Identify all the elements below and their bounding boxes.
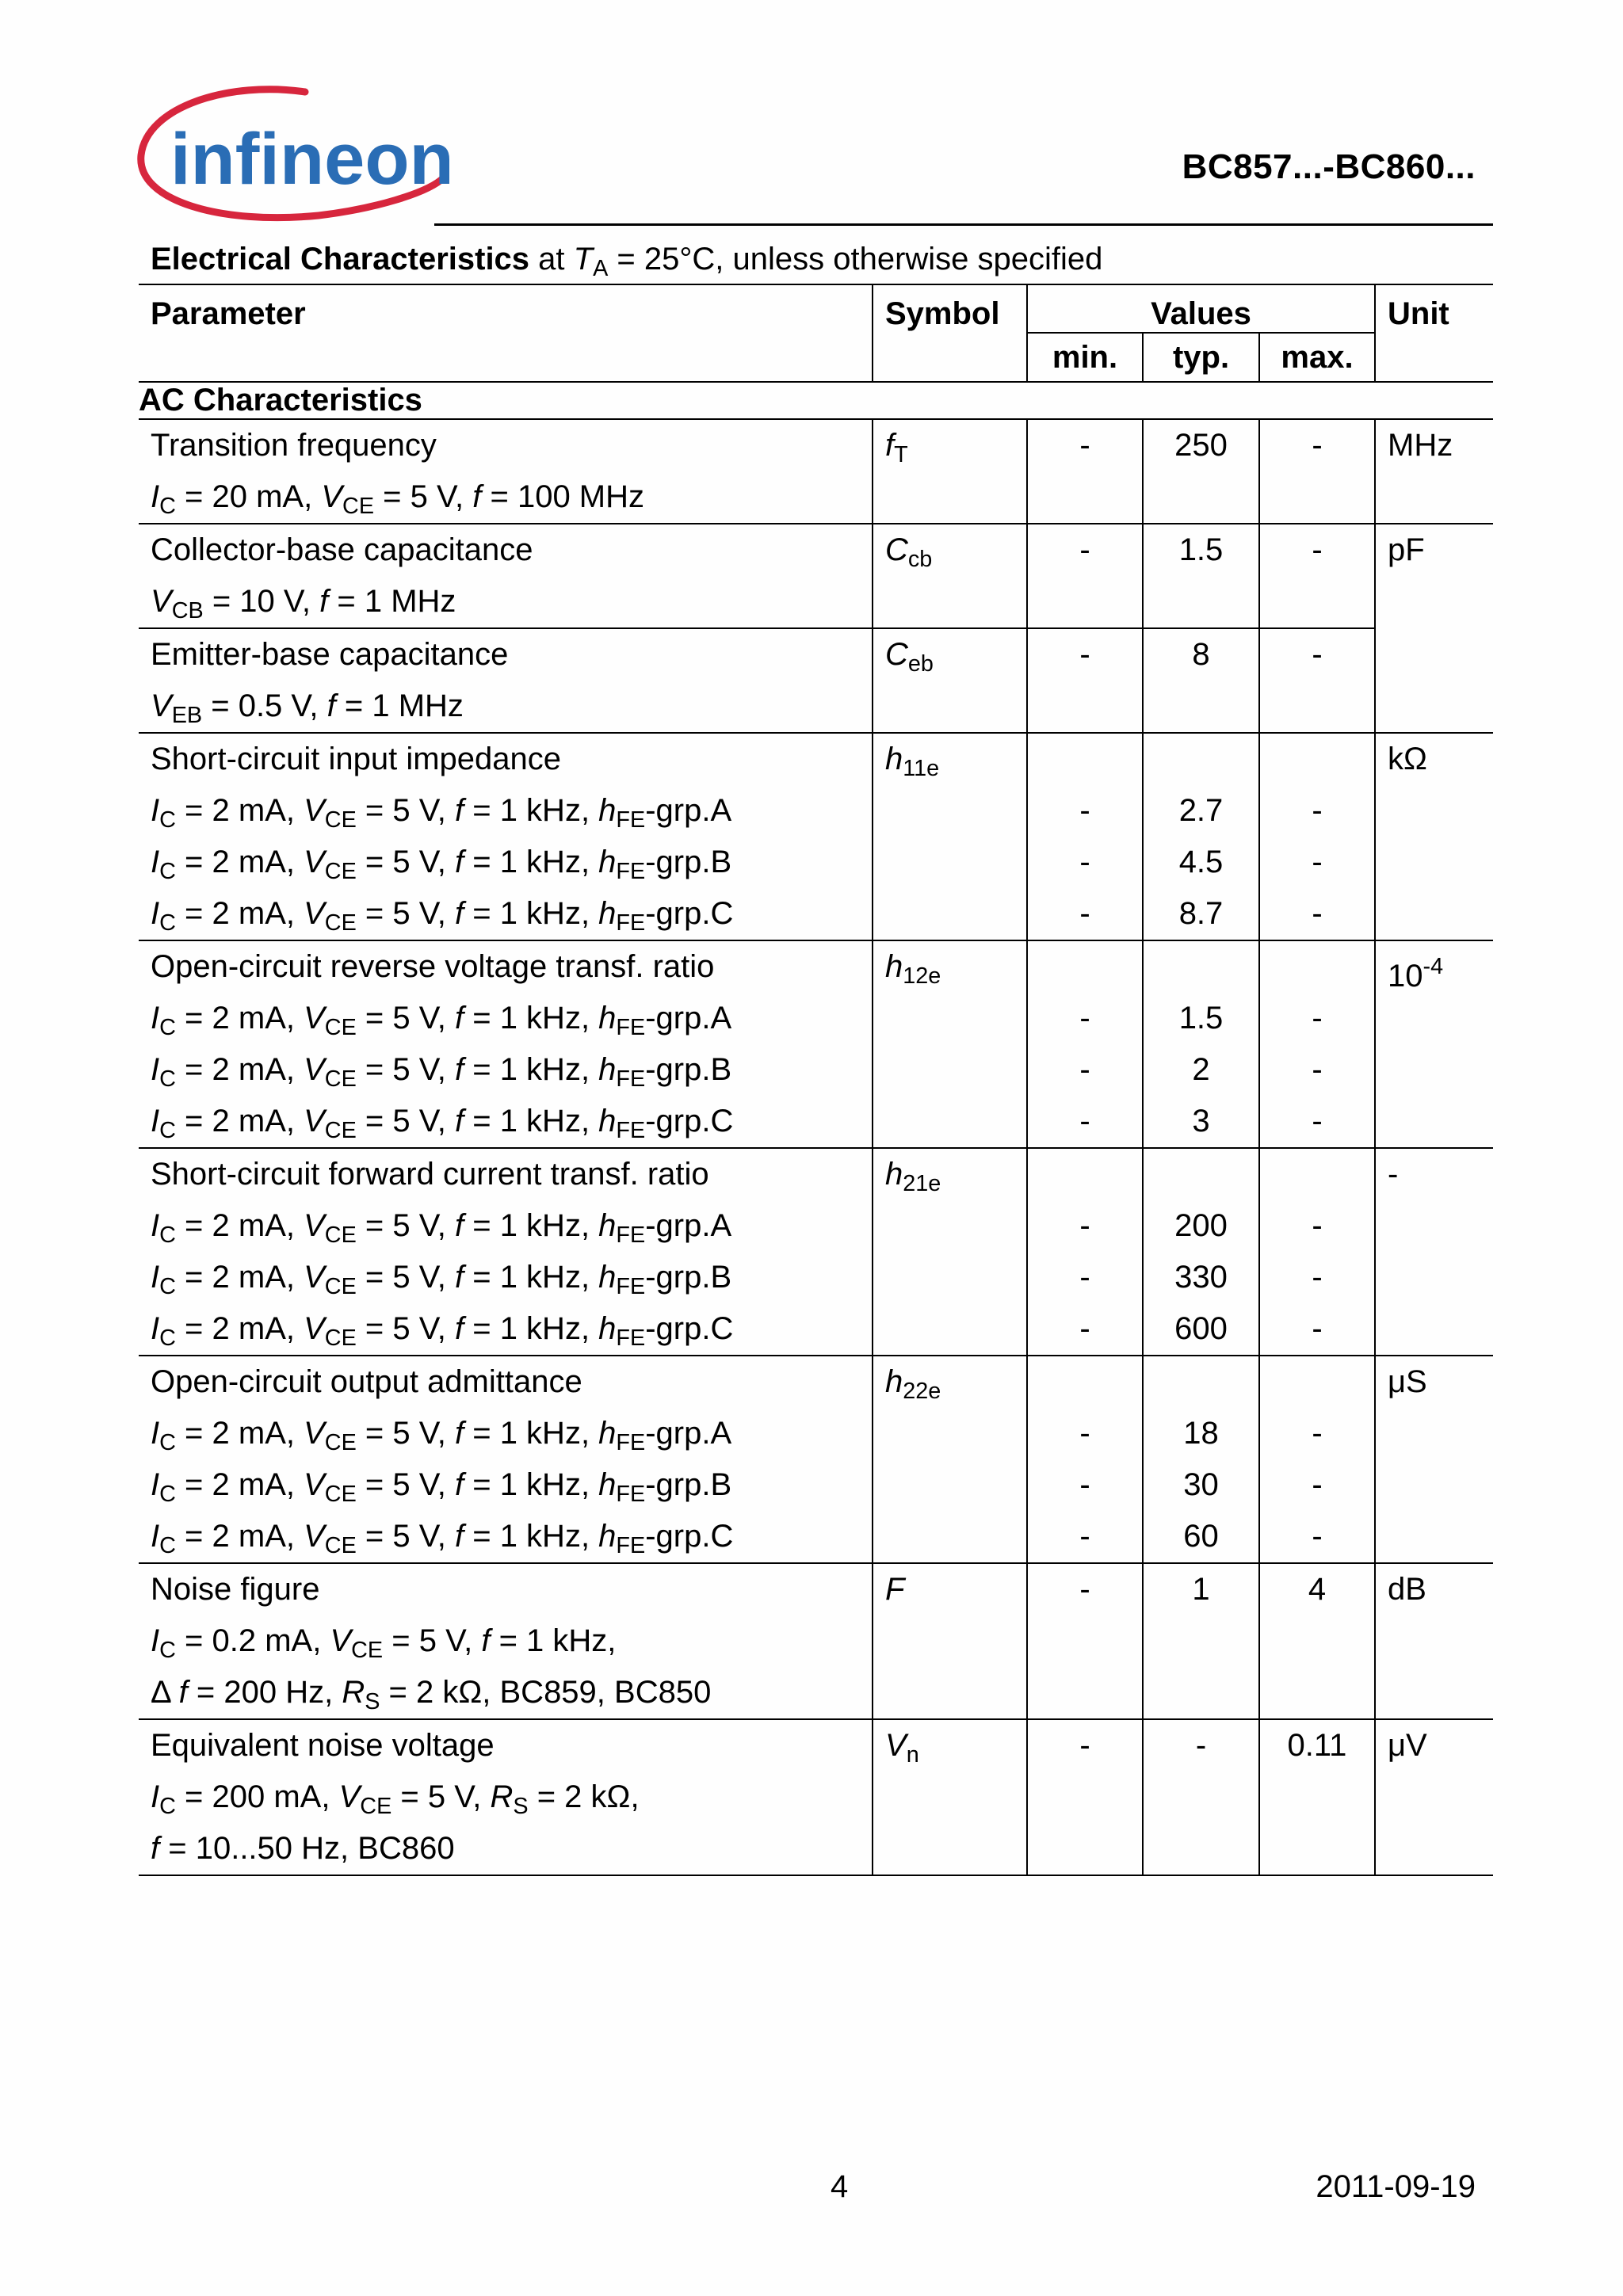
symbol-header: Symbol [873,284,1027,382]
parameter-condition: $I_C = 2$ mA, $V_{CE} = 5$ V, f = 1 kHz, $h_{FE}-grp.B$ [151,1260,732,1300]
min-value: - [1079,1728,1090,1763]
symbol-main: h [885,742,903,776]
unit-text: dB [1388,1572,1426,1607]
section-heading-bold: Electrical Characteristics [151,242,530,277]
symbol [885,629,1026,681]
symbol-cell [873,1148,1027,1356]
min-cell [1027,940,1143,1148]
symbol-cell [873,628,1027,733]
symbol [885,524,1026,576]
min-value: - [1079,845,1090,879]
typ-value: 1.5 [1178,1001,1224,1035]
parameter-cell [139,1356,873,1563]
infineon-logo [135,82,452,233]
unit-cell [1375,1148,1493,1356]
parameter-condition: $I_C = 0.2$ mA, $V_{CE} = 5$ V, f = 1 kHz, [151,1623,617,1664]
symbol-subscript: eb [907,651,934,677]
table-row [139,733,1493,940]
symbol [885,1720,1026,1772]
parameter-cell [139,733,873,940]
symbol-subscript: 11e [903,756,940,782]
parameter-cell [139,1148,873,1356]
min-value: - [1079,1519,1090,1554]
document-title: BC857...-BC860... [1182,147,1476,186]
symbol-main: F [885,1572,905,1607]
min-value: - [1079,1311,1090,1346]
unit-cell [1375,419,1493,524]
parameter-condition: $I_C = 2$ mA, $V_{CE} = 5$ V, f = 1 kHz, $h_{FE}-grp.B$ [151,1052,732,1093]
min-cell [1027,419,1143,524]
symbol-main: h [885,1157,903,1192]
parameter-title: Collector-base capacitance [151,532,533,567]
symbol [885,1564,1026,1615]
symbol-subscript: 12e [903,963,941,990]
parameter-condition: $I_C = 2$ mA, $V_{CE} = 5$ V, f = 1 kHz, $h_{FE}-grp.A$ [151,793,732,833]
unit-text: - [1388,1157,1399,1192]
min-value: - [1079,793,1090,828]
section-heading-ta-sub: A [593,256,609,282]
symbol-cell [873,1356,1027,1563]
symbol-cell [873,940,1027,1148]
max-value: - [1312,1052,1323,1087]
table-row [139,1719,1493,1875]
table-row [139,940,1493,1148]
symbol-main: h [885,1364,903,1399]
table-row [139,524,1493,628]
typ-header: typ. [1143,333,1259,382]
unit-text: μS [1388,1364,1427,1399]
min-value: - [1079,1052,1090,1087]
max-cell [1259,1719,1375,1875]
section-heading-ta: T [573,242,594,277]
min-cell [1027,1719,1143,1875]
unit-cell [1375,733,1493,940]
values-header: Values [1027,284,1375,333]
parameter-condition: $I_C = 2$ mA, $V_{CE} = 5$ V, f = 1 kHz, $h_{FE}-grp.A$ [151,1416,732,1456]
unit-cell [1375,524,1493,733]
min-value: - [1079,1467,1090,1502]
unit-value [1388,734,1493,785]
page-date: 2011-09-19 [1316,2169,1476,2204]
min-value: - [1079,532,1090,567]
max-value: - [1312,1260,1323,1295]
unit-text: MHz [1388,428,1453,463]
unit-cell [1375,1563,1493,1719]
min-cell [1027,1563,1143,1719]
typ-value: 600 [1174,1311,1228,1346]
parameter-condition: $I_C = 2$ mA, $V_{CE} = 5$ V, f = 1 kHz, $h_{FE}-grp.B$ [151,1467,732,1508]
parameter-cell [139,524,873,628]
max-cell [1259,1356,1375,1563]
symbol-subscript: cb [907,547,933,573]
unit-text: μV [1388,1728,1427,1763]
symbol-main: C [885,637,908,672]
max-value: - [1312,1467,1323,1502]
parameter-condition: $V_{EB} = 0.5$ V, f = 1 MHz [151,688,464,729]
min-cell [1027,1148,1143,1356]
symbol-main: f [885,428,895,463]
max-cell [1259,1148,1375,1356]
unit-exponent: -4 [1423,954,1444,979]
unit-value [1388,1149,1493,1200]
min-cell [1027,628,1143,733]
max-value: - [1312,1208,1323,1243]
infineon-logo-graphic [135,82,452,233]
min-cell [1027,1356,1143,1563]
min-value: - [1079,1104,1090,1138]
max-value: - [1312,428,1323,463]
symbol [885,420,1026,471]
table-row [139,1356,1493,1563]
min-header: min. [1027,333,1143,382]
parameter-condition: $I_C = 2$ mA, $V_{CE} = 5$ V, f = 1 kHz, $h_{FE}-grp.B$ [151,845,732,885]
min-value: - [1079,428,1090,463]
table-row [139,1563,1493,1719]
max-cell [1259,524,1375,628]
parameter-condition: $I_C = 2$ mA, $V_{CE} = 5$ V, f = 1 kHz, $h_{FE}-grp.A$ [151,1208,732,1249]
typ-value: 3 [1192,1104,1210,1138]
symbol-cell [873,1563,1027,1719]
typ-value: 8.7 [1178,896,1224,931]
max-value: - [1312,532,1323,567]
symbol-subscript: n [906,1742,919,1768]
min-cell [1027,733,1143,940]
max-cell [1259,628,1375,733]
max-cell [1259,419,1375,524]
parameter-cell [139,419,873,524]
max-value: - [1312,1104,1323,1138]
typ-value: 60 [1183,1519,1219,1554]
parameter-title: Short-circuit input impedance [151,742,562,776]
max-value: - [1312,1416,1323,1451]
typ-cell [1143,628,1259,733]
typ-value: 250 [1174,428,1228,463]
unit-value [1388,1564,1493,1615]
parameter-title: Equivalent noise voltage [151,1728,495,1763]
min-cell [1027,524,1143,628]
unit-text: 10 [1388,958,1423,994]
typ-cell [1143,1563,1259,1719]
typ-value: 30 [1183,1467,1219,1502]
typ-cell [1143,733,1259,940]
parameter-condition: $I_C = 2$ mA, $V_{CE} = 5$ V, f = 1 kHz, $h_{FE}-grp.C$ [151,1519,734,1559]
section-heading [151,242,1102,282]
parameter-title: Short-circuit forward current transf. ratio [151,1157,709,1192]
parameter-condition: $I_C = 2$ mA, $V_{CE} = 5$ V, f = 1 kHz, $h_{FE}-grp.A$ [151,1001,732,1041]
symbol-cell [873,419,1027,524]
typ-value: 4.5 [1178,845,1224,879]
parameter-cell [139,1719,873,1875]
max-value: - [1312,1311,1323,1346]
min-value: - [1079,1260,1090,1295]
parameter-condition: Δ f = 200 Hz, $R_S = 2$ kΩ, BC859, BC850 [151,1675,712,1715]
parameter-cell [139,628,873,733]
typ-cell [1143,419,1259,524]
typ-cell [1143,524,1259,628]
symbol-cell [873,1719,1027,1875]
parameter-header: Parameter [139,284,873,382]
typ-value: - [1195,1728,1207,1763]
max-value: - [1312,1519,1323,1554]
parameter-title: Open-circuit output admittance [151,1364,582,1399]
parameter-condition: $I_C = 2$ mA, $V_{CE} = 5$ V, f = 1 kHz, $h_{FE}-grp.C$ [151,896,734,936]
unit-value [1388,524,1493,576]
min-value: - [1079,637,1090,672]
symbol-cell [873,524,1027,628]
table-row [139,419,1493,524]
unit-text: kΩ [1388,742,1427,776]
max-cell [1259,733,1375,940]
symbol-cell [873,733,1027,940]
min-value: - [1079,1572,1090,1607]
typ-value: 8 [1192,637,1210,672]
symbol [885,734,1026,785]
max-value: - [1312,845,1323,879]
symbol-subscript: T [894,442,908,468]
max-cell [1259,940,1375,1148]
typ-cell [1143,1148,1259,1356]
parameter-condition: $I_C = 20$ mA, $V_{CE} = 5$ V, f = 100 MHz [151,479,645,520]
ac-characteristics-label: AC Characteristics [139,382,1493,419]
typ-cell [1143,940,1259,1148]
typ-cell [1143,1719,1259,1875]
parameter-title: Open-circuit reverse voltage transf. ratio [151,949,715,984]
max-value: 0.11 [1287,1728,1347,1763]
max-value: - [1312,1001,1323,1035]
typ-cell [1143,1356,1259,1563]
symbol [885,1356,1026,1408]
page-number: 4 [831,2169,849,2204]
typ-value: 2.7 [1178,793,1224,828]
parameter-condition: $I_C = 2$ mA, $V_{CE} = 5$ V, f = 1 kHz, $h_{FE}-grp.C$ [151,1104,734,1144]
logo-wordmark: infineon [170,119,452,200]
symbol [885,941,1026,993]
typ-value: 330 [1174,1260,1228,1295]
table-row [139,1148,1493,1356]
unit-value [1388,420,1493,471]
min-value: - [1079,1001,1090,1035]
typ-value: 200 [1174,1208,1228,1243]
unit-header: Unit [1375,284,1493,382]
unit-text: pF [1388,532,1425,567]
parameter-title: Noise figure [151,1572,320,1607]
parameter-title: Emitter-base capacitance [151,637,509,672]
parameter-condition: $V_{CB} = 10$ V, f = 1 MHz [151,584,456,624]
max-value: - [1312,896,1323,931]
max-header: max. [1259,333,1375,382]
symbol-subscript: 21e [903,1171,941,1197]
symbol-subscript: 22e [903,1379,941,1405]
unit-cell [1375,1356,1493,1563]
symbol-main: h [885,949,903,984]
section-heading-at: at [529,242,574,277]
section-row [139,382,1493,419]
min-value: - [1079,1208,1090,1243]
typ-value: 1.5 [1178,532,1224,567]
symbol-main: V [885,1728,907,1763]
unit-value [1388,941,1493,993]
symbol [885,1149,1026,1200]
typ-value: 1 [1192,1572,1210,1607]
unit-value [1388,1356,1493,1408]
max-value: - [1312,637,1323,672]
table-header-row [139,284,1493,333]
max-value: - [1312,793,1323,828]
parameter-condition: f = 10...50 Hz, BC860 [151,1831,455,1866]
typ-value: 2 [1192,1052,1210,1087]
table-body [139,382,1493,1875]
symbol-main: C [885,532,908,567]
unit-cell [1375,1719,1493,1875]
unit-value [1388,1720,1493,1772]
parameter-condition: $I_C = 2$ mA, $V_{CE} = 5$ V, f = 1 kHz, $h_{FE}-grp.C$ [151,1311,734,1352]
typ-value: 18 [1183,1416,1219,1451]
min-value: - [1079,896,1090,931]
section-heading-rest: = 25°C, unless otherwise specified [608,242,1103,277]
max-value: 4 [1308,1572,1327,1607]
parameter-cell [139,1563,873,1719]
characteristics-table [139,284,1493,1876]
parameter-title: Transition frequency [151,428,437,463]
min-value: - [1079,1416,1090,1451]
header-rule [434,223,1493,226]
parameter-cell [139,940,873,1148]
unit-cell [1375,940,1493,1148]
table-row [139,628,1493,733]
max-cell [1259,1563,1375,1719]
parameter-condition: $I_C = 200$ mA, $V_{CE} = 5$ V, $R_S = 2$ kΩ, [151,1779,640,1820]
